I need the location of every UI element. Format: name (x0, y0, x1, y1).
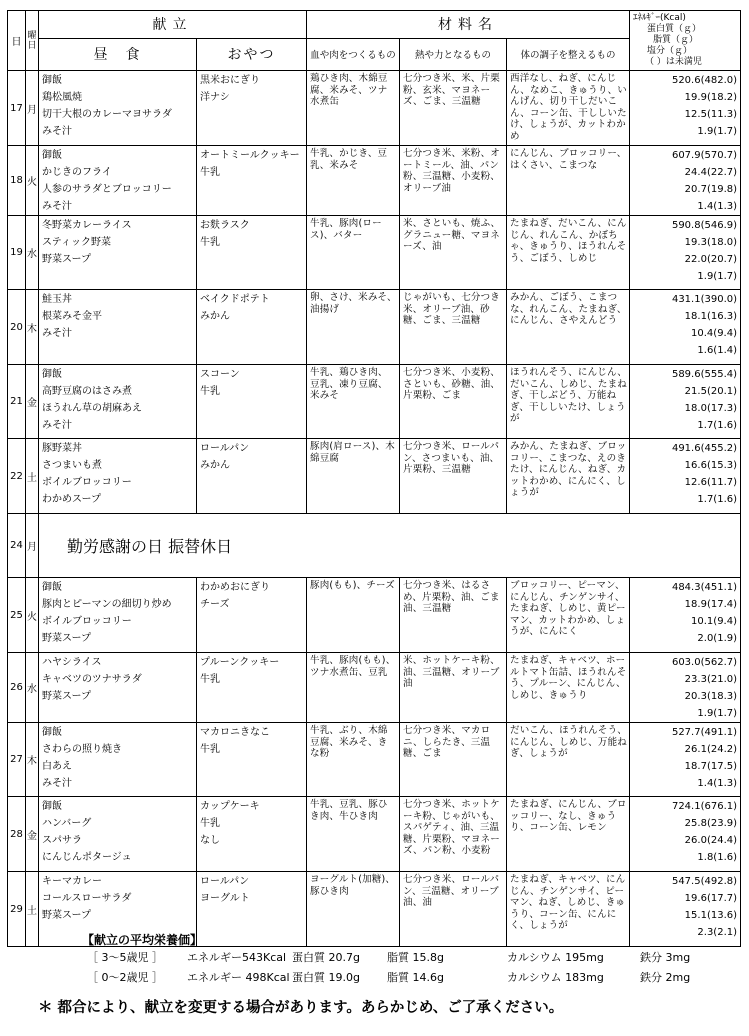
fat-value: 18.7(17.5) (684, 761, 738, 772)
ingredients-body: たまねぎ、だいこん、にんじん、れんこん、かぼちゃ、きゅうり、ほうれんそう、ごぼう、しめじ (507, 216, 630, 290)
protein-value: 19.3(18.0) (684, 237, 738, 248)
snack-item: 牛乳 (200, 237, 220, 248)
fat-value: 26.0(24.4) (684, 835, 738, 846)
day-number: 22 (8, 439, 26, 514)
snack-item: カップケーキ (200, 801, 260, 812)
lunch-dish: みそ汁 (42, 328, 72, 339)
fat-value: 10.1(9.4) (691, 616, 738, 627)
average-row: ［ 3～5歳児 ］ エネルギー543Kcal 蛋白質 20.7g 脂質 15.8g カルシウム 195mg 鉄分 3mg (87, 951, 691, 964)
lunch-cell (39, 290, 197, 365)
protein-value: 23.3(21.0) (684, 674, 738, 685)
day-row (8, 797, 741, 872)
protein-value: 19.9(18.2) (684, 92, 738, 103)
lunch-dish: 切干大根のカレーマヨサラダ (42, 109, 172, 120)
snack-cell (197, 71, 307, 146)
ingredients-blood: 牛乳、豚肉(もも)、ツナ水煮缶、豆乳 (307, 653, 400, 723)
energy-value: 590.8(546.9) (671, 220, 738, 231)
day-of-week: 木 (26, 290, 39, 365)
snack-item: 洋ナシ (200, 92, 230, 103)
salt-value: 2.0(1.9) (697, 633, 738, 644)
day-number: 24 (8, 514, 26, 578)
ingredients-heat: 七分つき米、米、片栗粉、玄米、マヨネーズ、ごま、三温糖 (400, 71, 507, 146)
lunch-dish: 冬野菜カレーライス (42, 220, 132, 231)
ingredients-body: みかん、たまねぎ、ブロッコリー、こまつな、えのきたけ、にんじん、ねぎ、カットわかめ、にんにく、しょうが (507, 439, 630, 514)
lunch-dish: 豚野菜丼 (42, 443, 82, 454)
lunch-cell (39, 439, 197, 514)
average-nutrition (62, 931, 691, 989)
lunch-dish: 野菜スープ (42, 910, 91, 921)
salt-value: 1.7(1.6) (697, 494, 738, 505)
day-of-week: 土 (26, 872, 39, 947)
nutrition-cell (630, 578, 741, 653)
ingredients-body: ブロッコリー、ピーマン、にんじん、チンゲンサイ、たまねぎ、しめじ、黄ピーマン、カットわかめ、しょうが、にんにく (507, 578, 630, 653)
ingredients-heat: 七分つき米、ホットケーキ粉、じゃがいも、スパゲティ、油、三温糖、片栗粉、マヨネーズ、パン粉、小麦粉 (400, 797, 507, 872)
energy-value: 520.6(482.0) (671, 75, 738, 86)
snack-cell (197, 290, 307, 365)
snack-item: ベイクドポテト (200, 294, 270, 305)
ingredients-heat: 七分つき米、米粉、オートミール、油、パン粉、三温糖、小麦粉、オリーブ油 (400, 146, 507, 216)
ingredients-heat: 七分つき米、ロールパン、さつまいも、油、片栗粉、三温糖 (400, 439, 507, 514)
snack-cell (197, 797, 307, 872)
snack-item: 牛乳 (200, 818, 220, 829)
snack-item: みかん (200, 311, 230, 322)
lunch-dish: ほうれん草の胡麻あえ (42, 403, 142, 414)
fat-value: 10.4(9.4) (691, 328, 738, 339)
day-of-week: 金 (26, 797, 39, 872)
lunch-dish: みそ汁 (42, 126, 72, 137)
day-number: 29 (8, 872, 26, 947)
salt-value: 1.9(1.7) (697, 126, 738, 137)
fat-value: 20.7(19.8) (684, 184, 738, 195)
lunch-dish: キャベツのツナサラダ (42, 674, 142, 685)
lunch-cell (39, 723, 197, 797)
energy-value: 484.3(451.1) (671, 582, 738, 593)
day-of-week: 水 (26, 216, 39, 290)
day-row (8, 71, 741, 146)
header-ingredients: 材料名 (307, 11, 630, 39)
ingredients-body: たまねぎ、キャベツ、にんじん、チンゲンサイ、ピーマン、ねぎ、しめじ、きゅうり、コーン缶、にんにく、しょうが (507, 872, 630, 947)
header-blood: 血や肉をつくるもの (307, 38, 400, 70)
protein-value: 26.1(24.2) (684, 744, 738, 755)
holiday-label: 勤労感謝の日 振替休日 (39, 514, 741, 578)
snack-cell (197, 653, 307, 723)
salt-value: 1.7(1.6) (697, 420, 738, 431)
lunch-cell (39, 365, 197, 439)
day-number: 19 (8, 216, 26, 290)
energy-value: 547.5(492.8) (671, 876, 738, 887)
energy-value: 724.1(676.1) (671, 801, 738, 812)
lunch-dish: 鮭玉丼 (42, 294, 72, 305)
lunch-dish: 根菜みそ金平 (42, 311, 102, 322)
lunch-dish: ハンバーグ (42, 818, 92, 829)
lunch-dish: コールスローサラダ (42, 893, 132, 904)
protein-value: 21.5(20.1) (684, 386, 738, 397)
notice-text: ＊ 都合により、献立を変更する場合があります。あらかじめ、ご了承ください。 (38, 1000, 564, 1016)
lunch-dish: 野菜スープ (42, 691, 91, 702)
protein-value: 18.1(16.3) (684, 311, 738, 322)
ingredients-heat: 米、ホットケーキ粉、油、三温糖、オリーブ油 (400, 653, 507, 723)
ingredients-body: 西洋なし、ねぎ、にんじん、なめこ、きゅうり、いんげん、切り干しだいこん、コーン缶、干ししいたけ、しょうが、カットわかめ (507, 71, 630, 146)
ingredients-body: たまねぎ、キャベツ、ホールトマト缶詰、ほうれんそう、プルーン、にんじん、しめじ、きゅうり (507, 653, 630, 723)
lunch-dish: わかめスープ (42, 494, 101, 505)
lunch-dish: 御飯 (42, 150, 62, 161)
energy-value: 431.1(390.0) (671, 294, 738, 305)
ingredients-heat: じゃがいも、七分つき米、オリーブ油、砂糖、ごま、三温糖 (400, 290, 507, 365)
snack-cell (197, 578, 307, 653)
average-title: 【献立の平均栄養価】 (82, 933, 203, 947)
ingredients-heat: 七分つき米、ロールパン、三温糖、オリーブ油、油 (400, 872, 507, 947)
day-of-week: 月 (26, 71, 39, 146)
day-number: 28 (8, 797, 26, 872)
lunch-dish: スティック野菜 (42, 237, 111, 248)
ingredients-heat: 七分つき米、小麦粉、さといも、砂糖、油、片栗粉、ごま (400, 365, 507, 439)
header-day: 日 (8, 11, 26, 71)
snack-item: 黒米おにぎり (200, 75, 260, 86)
day-number: 25 (8, 578, 26, 653)
lunch-cell (39, 653, 197, 723)
salt-value: 1.8(1.6) (697, 852, 738, 863)
day-of-week: 木 (26, 723, 39, 797)
fat-value: 18.0(17.3) (684, 403, 738, 414)
day-row (8, 365, 741, 439)
snack-cell (197, 723, 307, 797)
snack-item: 牛乳 (200, 744, 220, 755)
snack-item: オートミールクッキー (200, 150, 300, 161)
ingredients-heat: 七分つき米、マカロニ、しらたき、三温糖、ごま (400, 723, 507, 797)
header-lunch: 昼 食 (39, 38, 197, 70)
protein-value: 19.6(17.7) (684, 893, 738, 904)
lunch-dish: 鶏松風焼 (42, 92, 82, 103)
day-of-week: 火 (26, 146, 39, 216)
energy-value: 491.6(455.2) (671, 443, 738, 454)
energy-value: 589.6(555.4) (671, 369, 738, 380)
fat-value: 15.1(13.6) (684, 910, 738, 921)
day-row (8, 146, 741, 216)
lunch-dish: 高野豆腐のはさみ煮 (42, 386, 132, 397)
average-row: ［ 0～2歳児 ］ エネルギー 498Kcal 蛋白質 19.0g 脂質 14.6g カルシウム 183mg 鉄分 2mg (87, 971, 691, 984)
energy-value: 603.0(562.7) (671, 657, 738, 668)
header-menu: 献立 (39, 11, 307, 39)
ingredients-blood: 卵、さけ、米みそ、油揚げ (307, 290, 400, 365)
protein-value: 25.8(23.9) (684, 818, 738, 829)
lunch-dish: ボイルブロッコリー (42, 477, 132, 488)
snack-item: マカロニきなこ (200, 727, 270, 738)
day-row (8, 216, 741, 290)
protein-value: 24.4(22.7) (684, 167, 738, 178)
day-row (8, 439, 741, 514)
protein-value: 16.6(15.3) (684, 460, 738, 471)
ingredients-blood: 牛乳、豚肉(ロース)、バター (307, 216, 400, 290)
snack-item: スコーン (200, 369, 240, 380)
day-number: 26 (8, 653, 26, 723)
day-row (8, 723, 741, 797)
snack-item: ロールパン (200, 876, 250, 887)
header-body: 体の調子を整えるもの (507, 38, 630, 70)
fat-value: 22.0(20.7) (684, 254, 738, 265)
snack-item: チーズ (200, 599, 230, 610)
lunch-cell (39, 71, 197, 146)
nutrition-cell (630, 71, 741, 146)
snack-cell (197, 216, 307, 290)
snack-item: ロールパン (200, 443, 250, 454)
salt-value: 1.4(1.3) (697, 778, 738, 789)
day-of-week: 水 (26, 653, 39, 723)
nutrition-cell (630, 872, 741, 947)
ingredients-body: にんじん、ブロッコリー、はくさい、こまつな (507, 146, 630, 216)
lunch-dish: さつまいも煮 (42, 460, 102, 471)
snack-item: 牛乳 (200, 674, 220, 685)
energy-value: 527.7(491.1) (671, 727, 738, 738)
lunch-dish: 御飯 (42, 582, 62, 593)
ingredients-blood: 鶏ひき肉、木綿豆腐、米みそ、ツナ水煮缶 (307, 71, 400, 146)
salt-value: 1.9(1.7) (697, 708, 738, 719)
day-row (8, 290, 741, 365)
ingredients-heat: 七分つき米、はるさめ、片栗粉、油、ごま油、三温糖 (400, 578, 507, 653)
ingredients-blood: 牛乳、豆乳、豚ひき肉、牛ひき肉 (307, 797, 400, 872)
ingredients-blood: ヨーグルト(加糖)、豚ひき肉 (307, 872, 400, 947)
salt-value: 2.3(2.1) (697, 927, 738, 938)
snack-item: お麩ラスク (200, 220, 250, 231)
lunch-dish: みそ汁 (42, 778, 72, 789)
lunch-dish: スパサラ (42, 835, 82, 846)
lunch-dish: 御飯 (42, 727, 62, 738)
ingredients-body: みかん、ごぼう、こまつな、れんこん、たまねぎ、にんじん、さやえんどう (507, 290, 630, 365)
nutrition-cell (630, 216, 741, 290)
lunch-cell (39, 797, 197, 872)
nutrition-cell (630, 653, 741, 723)
ingredients-blood: 牛乳、かじき、豆乳、米みそ (307, 146, 400, 216)
menu-body (8, 71, 741, 947)
nutrition-cell (630, 365, 741, 439)
lunch-cell (39, 216, 197, 290)
ingredients-blood: 牛乳、鶏ひき肉、豆乳、凍り豆腐、米みそ (307, 365, 400, 439)
ingredients-blood: 豚肉(もも)、チーズ (307, 578, 400, 653)
lunch-dish: かじきのフライ (42, 167, 112, 178)
snack-item: ヨーグルト (200, 893, 250, 904)
header-heat: 熱や力となるもの (400, 38, 507, 70)
lunch-dish: にんじんポタージュ (42, 852, 132, 863)
day-row (8, 578, 741, 653)
fat-value: 20.3(18.3) (684, 691, 738, 702)
lunch-dish: 野菜スープ (42, 254, 91, 265)
day-of-week: 月 (26, 514, 39, 578)
snack-item: みかん (200, 460, 230, 471)
nutrition-cell (630, 439, 741, 514)
lunch-dish: みそ汁 (42, 201, 72, 212)
lunch-dish: ボイルブロッコリー (42, 616, 132, 627)
fat-value: 12.6(11.7) (684, 477, 738, 488)
day-of-week: 火 (26, 578, 39, 653)
day-of-week: 土 (26, 439, 39, 514)
day-of-week: 金 (26, 365, 39, 439)
header-snack: おやつ (197, 38, 307, 70)
lunch-dish: 豚肉とピーマンの細切り炒め (42, 599, 172, 610)
nutrition-cell (630, 146, 741, 216)
protein-value: 18.9(17.4) (684, 599, 738, 610)
nutrition-cell (630, 723, 741, 797)
snack-cell (197, 872, 307, 947)
salt-value: 1.6(1.4) (697, 345, 738, 356)
lunch-dish: キーマカレー (42, 876, 102, 887)
snack-item: なし (200, 835, 220, 846)
lunch-dish: ハヤシライス (42, 657, 102, 668)
lunch-dish: 野菜スープ (42, 633, 91, 644)
snack-item: 牛乳 (200, 386, 220, 397)
day-number: 17 (8, 71, 26, 146)
day-number: 21 (8, 365, 26, 439)
ingredients-blood: 豚肉(肩ロース)、木綿豆腐 (307, 439, 400, 514)
lunch-cell (39, 578, 197, 653)
snack-item: わかめおにぎり (200, 582, 270, 593)
ingredients-body: ほうれんそう、にんじん、だいこん、しめじ、たまねぎ、干しぶどう、万能ねぎ、干ししいたけ、しょうが (507, 365, 630, 439)
day-number: 20 (8, 290, 26, 365)
header-nutrition: ｴﾈﾙｷﾞｰ(Kcal) 蛋白質（ｇ） 脂質（ｇ） 塩分（ｇ） （ ）は未満児 (630, 11, 741, 71)
day-row (8, 653, 741, 723)
header-dow: 曜日 (26, 11, 39, 71)
snack-cell (197, 146, 307, 216)
menu-table (7, 10, 741, 947)
snack-cell (197, 365, 307, 439)
salt-value: 1.9(1.7) (697, 271, 738, 282)
ingredients-body: だいこん、ほうれんそう、にんじん、しめじ、万能ねぎ、しょうが (507, 723, 630, 797)
ingredients-blood: 牛乳、ぶり、木綿豆腐、米みそ、きな粉 (307, 723, 400, 797)
salt-value: 1.4(1.3) (697, 201, 738, 212)
lunch-dish: 御飯 (42, 369, 62, 380)
snack-cell (197, 439, 307, 514)
lunch-dish: 御飯 (42, 801, 62, 812)
ingredients-heat: 米、さといも、焼ふ、グラニュー糖、マヨネーズ、油 (400, 216, 507, 290)
nutrition-cell (630, 290, 741, 365)
lunch-dish: みそ汁 (42, 420, 72, 431)
ingredients-body: たまねぎ、にんじん、ブロッコリー、なし、きゅうり、コーン缶、レモン (507, 797, 630, 872)
day-row (8, 514, 741, 578)
day-number: 18 (8, 146, 26, 216)
lunch-dish: 白あえ (42, 761, 72, 772)
lunch-dish: 人参のサラダとブロッコリー (42, 184, 172, 195)
fat-value: 12.5(11.3) (684, 109, 738, 120)
snack-item: 牛乳 (200, 167, 220, 178)
snack-item: プルーンクッキー (200, 657, 280, 668)
lunch-dish: さわらの照り焼き (42, 744, 122, 755)
lunch-dish: 御飯 (42, 75, 62, 86)
nutrition-cell (630, 797, 741, 872)
energy-value: 607.9(570.7) (671, 150, 738, 161)
lunch-cell (39, 146, 197, 216)
day-number: 27 (8, 723, 26, 797)
